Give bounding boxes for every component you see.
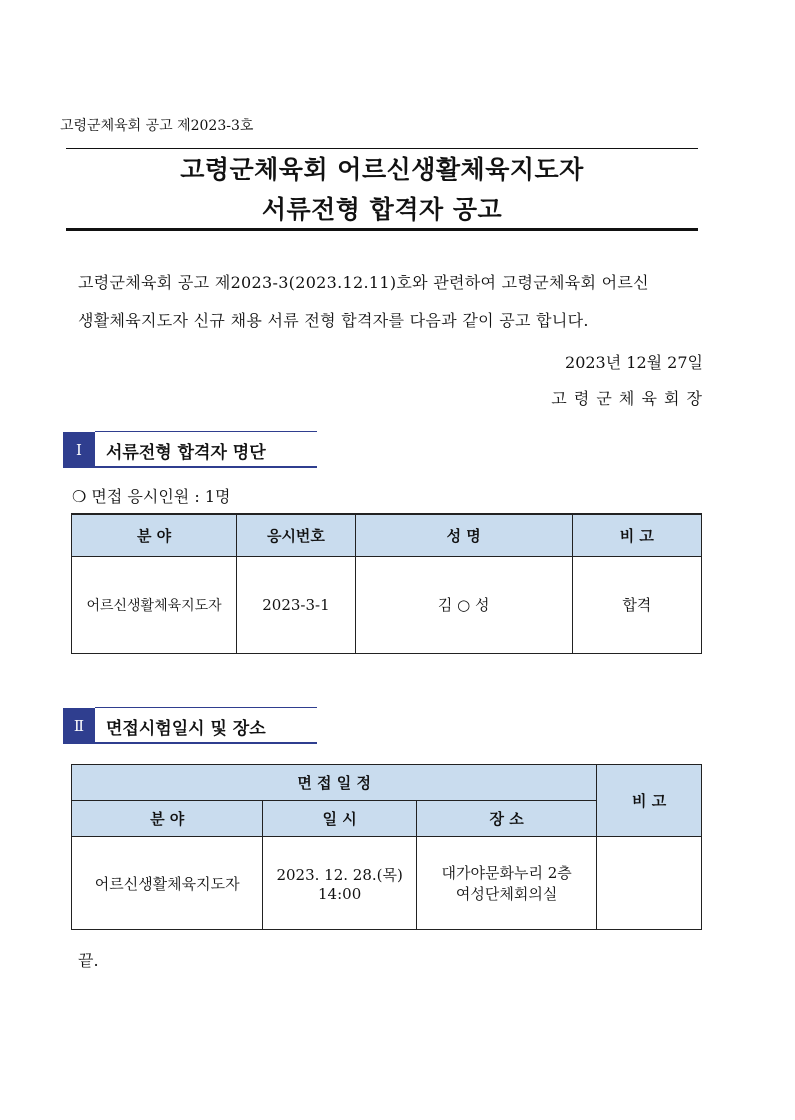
table-header-row [72, 514, 702, 556]
applicant-table [71, 513, 702, 654]
title-top-rule [66, 148, 698, 149]
section1-title: 서류전형 합격자 명단 [106, 443, 266, 463]
end-mark: 끝. [78, 951, 99, 970]
schedule-datetime-cell [263, 837, 417, 930]
notice-date: 2023년 12월 27일 [565, 353, 703, 372]
schedule-field-header: 분 야 [72, 801, 263, 837]
section1-number: Ⅰ [63, 432, 95, 468]
cell-field: 어르신생활체육지도자 [72, 556, 237, 653]
col-number-header: 응시번호 [237, 514, 356, 556]
page-title-line1: 고령군체육회 어르신생활체육지도자 [180, 155, 584, 184]
schedule-time: 14:00 [318, 884, 362, 903]
section1-top-line [95, 431, 317, 432]
table-row [72, 837, 702, 930]
interview-schedule-table [71, 764, 702, 930]
body-text-line2: 생활체육지도자 신규 채용 서류 전형 합격자를 다음과 같이 공고 합니다. [78, 311, 589, 330]
notice-number: 고령군체육회 공고 제2023-3호 [60, 118, 254, 134]
page-title-line2: 서류전형 합격자 공고 [261, 195, 503, 224]
cell-result: 합격 [572, 556, 701, 653]
col-note-header: 비 고 [572, 514, 701, 556]
cell-number: 2023-3-1 [237, 556, 356, 653]
title-bottom-rule [66, 228, 698, 231]
section2-number: Ⅱ [63, 708, 95, 744]
schedule-date: 2023. 12. 28.(목) [276, 865, 403, 884]
cell-name: 김 ○ 성 [355, 556, 572, 653]
schedule-field-cell: 어르신생활체육지도자 [72, 837, 263, 930]
section2-top-line [95, 707, 317, 708]
schedule-place-line2: 여성단체회의실 [455, 885, 558, 903]
col-field-header: 분 야 [72, 514, 237, 556]
col-name-header: 성 명 [355, 514, 572, 556]
interview-count: ❍ 면접 응시인원 : 1명 [72, 487, 231, 506]
schedule-note-header: 비 고 [597, 765, 702, 837]
schedule-place-header: 장 소 [416, 801, 596, 837]
schedule-place-line1: 대가야문화누리 2층 [441, 864, 572, 882]
schedule-note-cell [597, 837, 702, 930]
body-text-line1: 고령군체육회 공고 제2023-3(2023.12.11)호와 관련하여 고령군체육회 어르신 [78, 273, 649, 292]
schedule-group-header-row [72, 765, 702, 801]
table-row [72, 556, 702, 653]
schedule-group-header: 면 접 일 정 [72, 765, 597, 801]
issuer-name: 고 령 군 체 육 회 장 [551, 389, 703, 408]
schedule-place-cell [416, 837, 596, 930]
section1-underline [95, 466, 317, 468]
section2-title: 면접시험일시 및 장소 [106, 719, 266, 739]
section2-underline [95, 742, 317, 744]
schedule-datetime-header: 일 시 [263, 801, 417, 837]
